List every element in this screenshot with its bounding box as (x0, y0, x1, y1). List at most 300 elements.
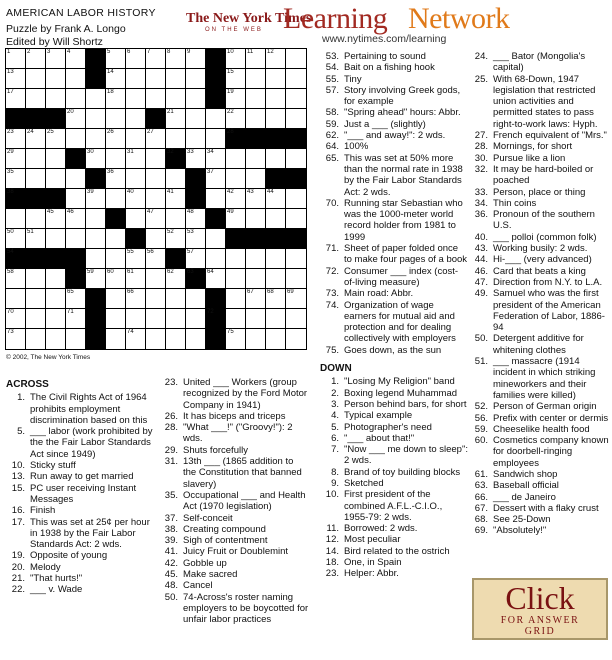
grid-cell[interactable] (206, 129, 226, 149)
clue-item (469, 288, 609, 333)
clue-number: 29. (164, 444, 178, 456)
clue-number: 26. (164, 410, 178, 422)
grid-cell[interactable] (246, 209, 266, 229)
clue-text: Shuts forcefully (183, 444, 248, 456)
grid-cell[interactable] (226, 169, 246, 189)
grid-cell[interactable] (126, 49, 146, 69)
grid-cell[interactable] (126, 69, 146, 89)
grid-block-cell (106, 209, 126, 229)
grid-cell[interactable] (66, 89, 86, 109)
grid-cell[interactable] (226, 189, 246, 209)
clue-item (469, 356, 609, 401)
grid-cell[interactable] (146, 49, 166, 69)
grid-cell-number: 35 (7, 169, 14, 175)
grid-cell-number: 23 (7, 129, 14, 135)
grid-cell[interactable] (186, 229, 206, 249)
grid-cell[interactable] (266, 289, 286, 309)
grid-cell[interactable] (6, 129, 26, 149)
grid-cell[interactable] (286, 269, 306, 289)
grid-cell[interactable] (286, 249, 306, 269)
clue-number: 50. (474, 333, 488, 345)
clue-number: 19. (11, 550, 25, 562)
grid-block-cell (26, 189, 46, 209)
grid-cell[interactable] (226, 109, 246, 129)
grid-cell[interactable] (106, 289, 126, 309)
grid-cell[interactable] (46, 289, 66, 309)
grid-cell[interactable] (106, 49, 126, 69)
grid-cell[interactable] (226, 289, 246, 309)
clue-item (469, 401, 609, 412)
grid-cell[interactable] (266, 249, 286, 269)
learning-network-logo-part1[interactable]: Learning (283, 2, 388, 35)
grid-cell[interactable] (226, 309, 246, 329)
grid-cell[interactable] (46, 169, 66, 189)
grid-cell[interactable] (6, 229, 26, 249)
grid-block-cell (6, 249, 26, 269)
clue-text: "Absolutely!" (493, 525, 547, 537)
clue-number: 31. (164, 456, 178, 468)
clue-item (469, 469, 609, 480)
grid-cell[interactable] (266, 329, 286, 349)
crossword-grid[interactable] (5, 48, 307, 350)
grid-cell[interactable] (66, 129, 86, 149)
grid-cell-number: 65 (67, 289, 74, 295)
grid-cell[interactable] (146, 229, 166, 249)
grid-cell[interactable] (146, 329, 166, 349)
grid-cell[interactable] (126, 129, 146, 149)
grid-cell[interactable] (226, 249, 246, 269)
grid-cell[interactable] (26, 169, 46, 189)
clue-text: Pertaining to sound (344, 51, 426, 62)
clue-item (469, 141, 609, 152)
clue-text: The Civil Rights Act of 1964 prohibits employment discrimination based on this (30, 392, 148, 426)
grid-cell[interactable] (266, 49, 286, 69)
grid-cell-number: 29 (7, 149, 14, 155)
grid-cell[interactable] (246, 169, 266, 189)
clue-text: "Losing My Religion" band (344, 376, 455, 388)
clue-text: Sandwich shop (493, 468, 558, 480)
grid-cell[interactable] (266, 69, 286, 89)
grid-cell[interactable] (66, 69, 86, 89)
grid-cell[interactable] (66, 289, 86, 309)
grid-cell[interactable] (166, 289, 186, 309)
clue-text: Main road: Abbr. (344, 288, 414, 300)
grid-cell[interactable] (186, 309, 206, 329)
grid-cell[interactable] (66, 49, 86, 69)
grid-cell[interactable] (126, 89, 146, 109)
grid-cell[interactable] (286, 89, 306, 109)
clue-number: 7. (331, 444, 339, 456)
clue-text: See 25-Down (493, 514, 551, 526)
clue-text: This was set at 50% more than the normal rate in 1938 by the Fair Labor Standards Act: 2 wds. (344, 152, 463, 198)
grid-block-cell (146, 109, 166, 129)
grid-cell[interactable] (106, 89, 126, 109)
grid-cell[interactable] (146, 269, 166, 289)
grid-cell[interactable] (26, 209, 46, 229)
grid-cell[interactable] (186, 209, 206, 229)
grid-cell[interactable] (266, 269, 286, 289)
grid-cell[interactable] (86, 109, 106, 129)
grid-cell[interactable] (26, 129, 46, 149)
site-url[interactable]: www.nytimes.com/learning (322, 33, 447, 45)
grid-cell[interactable] (166, 129, 186, 149)
grid-cell[interactable] (286, 209, 306, 229)
grid-cell[interactable] (46, 309, 66, 329)
grid-cell[interactable] (186, 129, 206, 149)
grid-cell[interactable] (206, 169, 226, 189)
clue-item (469, 266, 609, 277)
grid-cell[interactable] (286, 149, 306, 169)
grid-cell[interactable] (106, 329, 126, 349)
grid-cell[interactable] (86, 89, 106, 109)
grid-cell[interactable] (246, 49, 266, 69)
clue-number: 62. (325, 130, 339, 142)
clue-number: 47. (474, 276, 488, 288)
grid-cell[interactable] (166, 209, 186, 229)
grid-cell-number: 75 (227, 329, 234, 335)
grid-cell[interactable] (106, 309, 126, 329)
grid-cell[interactable] (26, 289, 46, 309)
grid-cell[interactable] (126, 109, 146, 129)
grid-cell[interactable] (6, 289, 26, 309)
grid-cell[interactable] (146, 149, 166, 169)
grid-cell[interactable] (226, 69, 246, 89)
answer-grid-button[interactable] (472, 578, 608, 640)
grid-cell-number: 39 (87, 189, 94, 195)
grid-cell[interactable] (86, 229, 106, 249)
grid-cell[interactable] (46, 69, 66, 89)
grid-cell[interactable] (126, 309, 146, 329)
grid-cell[interactable] (186, 109, 206, 129)
grid-cell[interactable] (146, 309, 166, 329)
grid-cell[interactable] (46, 149, 66, 169)
grid-cell[interactable] (146, 129, 166, 149)
clue-text: PC user receiving Instant Messages (30, 482, 137, 505)
clue-text: Person of German origin (493, 401, 597, 413)
grid-cell[interactable] (246, 309, 266, 329)
grid-cell[interactable] (146, 89, 166, 109)
grid-cell[interactable] (126, 249, 146, 269)
clue-item (469, 209, 609, 232)
grid-cell[interactable] (146, 189, 166, 209)
grid-cell[interactable] (46, 329, 66, 349)
grid-cell[interactable] (106, 109, 126, 129)
grid-cell[interactable] (26, 89, 46, 109)
grid-block-cell (86, 49, 106, 69)
grid-cell[interactable] (166, 329, 186, 349)
grid-cell[interactable] (226, 149, 246, 169)
grid-cell-number: 43 (247, 189, 254, 195)
grid-cell[interactable] (6, 89, 26, 109)
grid-cell-number: 18 (107, 89, 114, 95)
across-heading: ACROSS (6, 379, 49, 390)
grid-cell[interactable] (186, 149, 206, 169)
grid-cell[interactable] (86, 209, 106, 229)
grid-cell[interactable] (106, 189, 126, 209)
clue-number: 9. (331, 477, 339, 489)
clue-text: "What ___!" ("Groovy!"): 2 wds. (183, 422, 293, 445)
grid-cell[interactable] (246, 109, 266, 129)
grid-cell[interactable] (246, 69, 266, 89)
grid-cell[interactable] (6, 209, 26, 229)
clue-item (320, 85, 468, 108)
clue-number: 25. (474, 73, 488, 85)
grid-cell[interactable] (26, 149, 46, 169)
clue-number: 66. (474, 491, 488, 503)
grid-cell-number: 51 (27, 229, 34, 235)
clue-text: Typical example (344, 410, 413, 422)
grid-cell[interactable] (166, 189, 186, 209)
clue-number: 61. (474, 468, 488, 480)
grid-block-cell (246, 129, 266, 149)
grid-cell[interactable] (66, 109, 86, 129)
clue-number: 73. (325, 288, 339, 300)
grid-cell[interactable] (246, 289, 266, 309)
grid-cell[interactable] (26, 229, 46, 249)
clue-text: Card that beats a king (493, 265, 586, 277)
grid-cell-number: 55 (127, 249, 134, 255)
clue-item (320, 266, 468, 289)
grid-cell[interactable] (166, 269, 186, 289)
grid-cell[interactable] (286, 329, 306, 349)
grid-cell-number: 70 (7, 309, 14, 315)
clue-number: 70. (325, 197, 339, 209)
grid-cell[interactable] (186, 89, 206, 109)
grid-cell-number: 61 (127, 269, 134, 275)
grid-cell[interactable] (206, 109, 226, 129)
grid-cell[interactable] (106, 229, 126, 249)
grid-cell[interactable] (226, 89, 246, 109)
grid-cell[interactable] (26, 269, 46, 289)
grid-cell[interactable] (106, 169, 126, 189)
grid-cell[interactable] (166, 109, 186, 129)
grid-cell[interactable] (6, 149, 26, 169)
grid-cell[interactable] (86, 269, 106, 289)
grid-cell[interactable] (106, 249, 126, 269)
grid-cell[interactable] (246, 269, 266, 289)
clue-number: 36. (474, 209, 488, 221)
grid-cell[interactable] (206, 229, 226, 249)
grid-cell[interactable] (166, 69, 186, 89)
clue-item (469, 254, 609, 265)
grid-cell[interactable] (186, 49, 206, 69)
grid-cell[interactable] (286, 189, 306, 209)
grid-cell[interactable] (106, 269, 126, 289)
grid-cell[interactable] (206, 189, 226, 209)
grid-cell[interactable] (286, 309, 306, 329)
grid-cell[interactable] (266, 189, 286, 209)
grid-cell[interactable] (166, 89, 186, 109)
grid-cell-number: 47 (147, 209, 154, 215)
grid-cell[interactable] (166, 169, 186, 189)
grid-cell-number: 38 (7, 189, 14, 195)
grid-cell[interactable] (206, 269, 226, 289)
grid-cell[interactable] (246, 189, 266, 209)
grid-cell[interactable] (206, 149, 226, 169)
grid-cell[interactable] (126, 209, 146, 229)
grid-cell[interactable] (246, 89, 266, 109)
grid-cell[interactable] (106, 149, 126, 169)
grid-cell[interactable] (126, 169, 146, 189)
grid-cell[interactable] (186, 329, 206, 349)
grid-cell[interactable] (226, 209, 246, 229)
nyt-logo[interactable]: The New York Times (186, 11, 312, 26)
grid-cell[interactable] (246, 249, 266, 269)
grid-cell[interactable] (266, 149, 286, 169)
clue-item (320, 243, 468, 266)
clue-number: 46. (474, 265, 488, 277)
grid-cell[interactable] (66, 309, 86, 329)
grid-block-cell (266, 129, 286, 149)
grid-cell-number: 30 (87, 149, 94, 155)
grid-cell[interactable] (206, 249, 226, 269)
clue-item (6, 505, 154, 516)
grid-cell[interactable] (146, 209, 166, 229)
grid-cell[interactable] (226, 329, 246, 349)
clue-item (6, 460, 154, 471)
grid-cell[interactable] (6, 169, 26, 189)
clue-text: It may be hard-boiled or poached (493, 163, 594, 187)
grid-cell[interactable] (46, 209, 66, 229)
clue-item (159, 377, 309, 411)
clue-number: 23. (325, 568, 339, 580)
clue-number: 3. (331, 398, 339, 410)
puzzle-editor: Edited by Will Shortz (6, 36, 103, 48)
clue-text: Pursue like a lion (493, 152, 566, 164)
grid-cell[interactable] (146, 249, 166, 269)
clue-text: Tiny (344, 73, 362, 85)
clue-number: 38. (164, 523, 178, 535)
clue-number: 35. (164, 489, 178, 501)
copyright-notice: © 2002, The New York Times (6, 354, 91, 361)
grid-cell[interactable] (286, 109, 306, 129)
grid-block-cell (206, 49, 226, 69)
grid-cell[interactable] (86, 249, 106, 269)
grid-cell[interactable] (126, 329, 146, 349)
clue-text: Opposite of young (30, 550, 108, 562)
clue-number: 63. (474, 480, 488, 492)
clue-item (159, 535, 309, 546)
grid-cell[interactable] (226, 49, 246, 69)
grid-cell[interactable] (46, 49, 66, 69)
grid-cell[interactable] (186, 69, 206, 89)
clue-text: Melody (30, 561, 61, 573)
grid-cell[interactable] (266, 309, 286, 329)
clue-item (469, 164, 609, 187)
clue-number: 14. (325, 545, 339, 557)
grid-cell[interactable] (186, 289, 206, 309)
grid-cell[interactable] (6, 69, 26, 89)
grid-cell[interactable] (126, 149, 146, 169)
grid-block-cell (226, 229, 246, 249)
grid-cell[interactable] (126, 289, 146, 309)
clue-text: Dessert with a flaky crust (493, 502, 599, 514)
grid-cell-number: 52 (167, 229, 174, 235)
grid-block-cell (206, 289, 226, 309)
grid-cell[interactable] (146, 169, 166, 189)
grid-cell[interactable] (26, 69, 46, 89)
grid-cell[interactable] (86, 149, 106, 169)
grid-cell-number: 40 (127, 189, 134, 195)
grid-cell[interactable] (286, 289, 306, 309)
down-clues-column-4 (469, 51, 609, 537)
clue-number: 16. (11, 505, 25, 517)
clue-number: 21. (11, 573, 25, 585)
clue-number: 4. (331, 410, 339, 422)
grid-cell[interactable] (46, 129, 66, 149)
grid-cell[interactable] (186, 249, 206, 269)
grid-cell[interactable] (26, 49, 46, 69)
grid-cell[interactable] (166, 229, 186, 249)
grid-cell[interactable] (26, 329, 46, 349)
clue-text: First president of the combined A.F.L.-C.I.O., 1955-79: 2 wds. (344, 489, 443, 523)
clue-item (320, 119, 468, 130)
grid-cell[interactable] (46, 229, 66, 249)
grid-cell[interactable] (146, 69, 166, 89)
grid-cell[interactable] (126, 189, 146, 209)
grid-cell[interactable] (6, 329, 26, 349)
grid-cell[interactable] (166, 49, 186, 69)
clue-number: 40. (474, 231, 488, 243)
clue-item (320, 288, 468, 299)
grid-cell[interactable] (66, 189, 86, 209)
clue-text: Baseball official (493, 480, 559, 492)
grid-cell[interactable] (266, 89, 286, 109)
grid-cell-number: 67 (247, 289, 254, 295)
clue-text: Sigh of contentment (183, 535, 268, 547)
grid-cell[interactable] (6, 309, 26, 329)
grid-cell[interactable] (66, 229, 86, 249)
grid-cell[interactable] (126, 269, 146, 289)
grid-cell[interactable] (46, 269, 66, 289)
grid-cell[interactable] (66, 209, 86, 229)
grid-cell-number: 31 (127, 149, 134, 155)
grid-cell[interactable] (106, 69, 126, 89)
grid-block-cell (6, 109, 26, 129)
grid-cell[interactable] (66, 329, 86, 349)
grid-cell[interactable] (86, 189, 106, 209)
grid-block-cell (206, 69, 226, 89)
grid-cell[interactable] (266, 109, 286, 129)
grid-cell[interactable] (6, 269, 26, 289)
grid-block-cell (266, 229, 286, 249)
clue-number: 24. (474, 51, 488, 62)
grid-cell[interactable] (66, 169, 86, 189)
grid-cell[interactable] (266, 209, 286, 229)
grid-cell[interactable] (26, 309, 46, 329)
grid-block-cell (206, 309, 226, 329)
grid-cell[interactable] (86, 129, 106, 149)
clue-number: 32. (474, 163, 488, 175)
clue-text: Person, place or thing (493, 186, 586, 198)
grid-cell[interactable] (146, 289, 166, 309)
grid-cell-number: 66 (127, 289, 134, 295)
grid-cell[interactable] (286, 49, 306, 69)
grid-cell[interactable] (46, 89, 66, 109)
learning-network-logo-part2[interactable]: Network (408, 2, 510, 35)
grid-cell[interactable] (246, 329, 266, 349)
grid-cell[interactable] (246, 149, 266, 169)
grid-cell[interactable] (166, 309, 186, 329)
clue-number: 67. (474, 502, 488, 514)
grid-cell[interactable] (6, 49, 26, 69)
clue-text: Sticky stuff (30, 460, 76, 472)
grid-cell-number: 63 (187, 269, 194, 275)
grid-cell[interactable] (106, 129, 126, 149)
clue-item (159, 580, 309, 591)
grid-cell[interactable] (286, 69, 306, 89)
grid-cell[interactable] (226, 269, 246, 289)
